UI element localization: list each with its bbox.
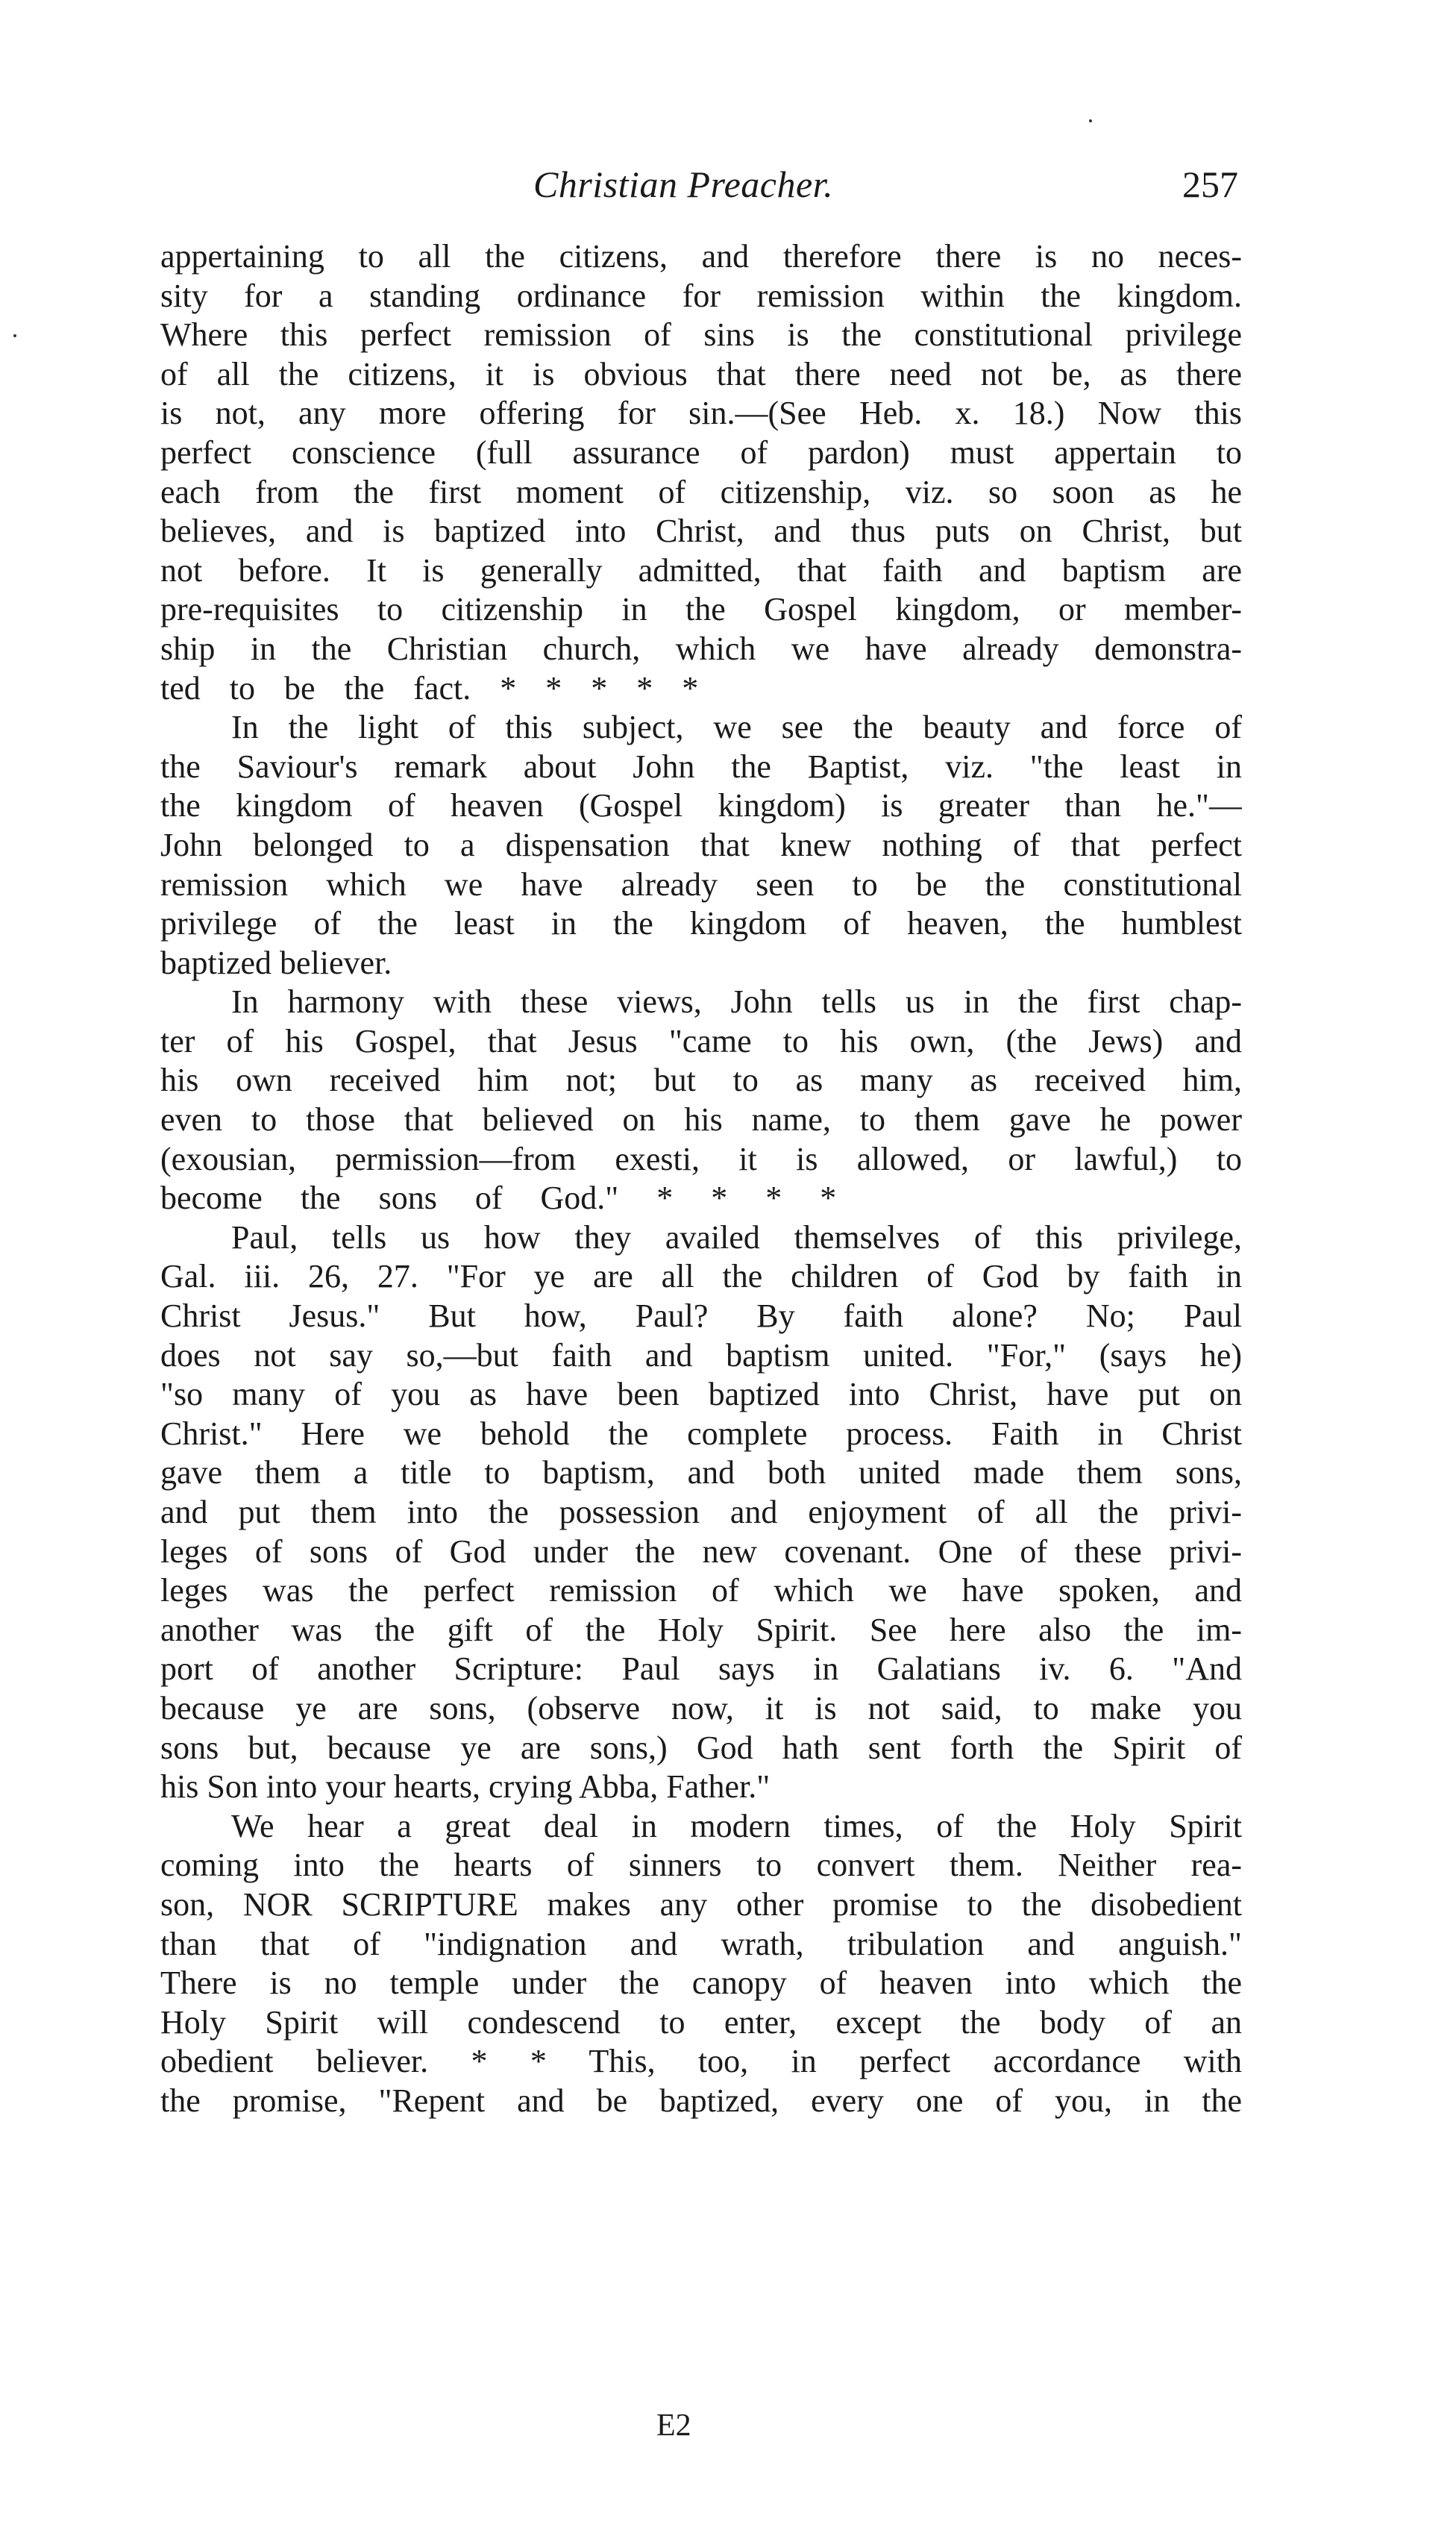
text-line: Where this perfect remission of sins is the constitutional privilege xyxy=(160,316,1242,354)
text-line: the Saviour's remark about John the Baptist, viz. "the least in xyxy=(160,748,1242,785)
text-line: does not say so,—but faith and baptism united. "For," (says he) xyxy=(160,1336,1242,1374)
text-line: leges of sons of God under the new covenant. One of these privi- xyxy=(160,1533,1242,1570)
text-line: the kingdom of heaven (Gospel kingdom) is greater than he."— xyxy=(160,787,1242,824)
scan-speck xyxy=(13,334,16,337)
text-line: his Son into your hearts, crying Abba, Father." xyxy=(160,1768,771,1806)
text-line: ter of his Gospel, that Jesus "came to his own, (the Jews) and xyxy=(160,1022,1242,1059)
text-line: and put them into the possession and enjoyment of all the privi- xyxy=(160,1494,1242,1530)
text-line: become the sons of God." * * * * xyxy=(160,1180,837,1217)
text-line: (exousian, permission—from exesti, it is allowed, or lawful,) to xyxy=(160,1140,1242,1177)
text-line: John belonged to a dispensation that knew nothing of that perfect xyxy=(160,826,1242,863)
text-line: his own received him not; but to as many as received him, xyxy=(160,1062,1242,1099)
paragraph-start-line: In the light of this subject, we see the beauty and force of xyxy=(231,709,1242,746)
text-line: pre-requisites to citizenship in the Gospel kingdom, or member- xyxy=(160,591,1242,628)
text-line: Christ Jesus." But how, Paul? By faith alone? No; Paul xyxy=(160,1297,1242,1335)
text-line: even to those that believed on his name, to them gave he power xyxy=(160,1101,1242,1139)
page-header xyxy=(160,163,1238,215)
text-line: Holy Spirit will condescend to enter, except the body of an xyxy=(160,2003,1242,2041)
running-head: Christian Preacher. xyxy=(533,163,834,205)
text-line: because ye are sons, (observe now, it is not said, to make you xyxy=(160,1689,1242,1727)
text-line: perfect conscience (full assurance of pardon) must appertain to xyxy=(160,433,1242,471)
text-line: privilege of the least in the kingdom of heaven, the humblest xyxy=(160,905,1242,942)
text-line: ted to be the fact. * * * * * xyxy=(160,669,699,707)
text-line: Christ." Here we behold the complete process. Faith in Christ xyxy=(160,1415,1242,1452)
paragraph-start-line: Paul, tells us how they availed themselves of this privilege, xyxy=(231,1218,1242,1256)
text-line: son, NOR SCRIPTURE makes any other promise to the disobedient xyxy=(160,1885,1242,1923)
text-line: baptized believer. xyxy=(160,944,392,981)
paragraph-start-line: We hear a great deal in modern times, of the Holy Spirit xyxy=(231,1807,1242,1844)
text-line: There is no temple under the canopy of heaven into which the xyxy=(160,1965,1242,2002)
text-line: port of another Scripture: Paul says in Galatians iv. 6. "And xyxy=(160,1650,1242,1688)
text-line: remission which we have already seen to be the constitutional xyxy=(160,865,1242,903)
signature-mark: E2 xyxy=(656,2408,691,2443)
text-line: coming into the hearts of sinners to convert them. Neither rea- xyxy=(160,1847,1242,1884)
text-line: gave them a title to baptism, and both united made them sons, xyxy=(160,1454,1242,1491)
text-line: ship in the Christian church, which we have already demonstra- xyxy=(160,630,1242,667)
text-line: "so many of you as have been baptized into Christ, have put on xyxy=(160,1376,1242,1413)
text-line: not before. It is generally admitted, that faith and baptism are xyxy=(160,551,1242,589)
text-line: obedient believer. * * This, too, in perfect accordance with xyxy=(160,2043,1242,2080)
text-line: the promise, "Repent and be baptized, every one of you, in the xyxy=(160,2082,1242,2119)
text-line: believes, and is baptized into Christ, and thus puts on Christ, but xyxy=(160,513,1242,550)
text-line: appertaining to all the citizens, and therefore there is no neces- xyxy=(160,238,1242,275)
text-line: is not, any more offering for sin.—(See Heb. x. 18.) Now this xyxy=(160,395,1242,432)
text-line: of all the citizens, it is obvious that there need not be, as there xyxy=(160,355,1242,392)
text-line: sity for a standing ordinance for remission within the kingdom. xyxy=(160,277,1242,314)
paragraph-start-line: In harmony with these views, John tells us in the first chap- xyxy=(231,983,1242,1021)
page-number: 257 xyxy=(1182,163,1238,205)
scan-speck xyxy=(1089,119,1092,122)
text-line: leges was the perfect remission of which we have spoken, and xyxy=(160,1572,1242,1609)
text-line: sons but, because ye are sons,) God hath sent forth the Spirit of xyxy=(160,1729,1242,1766)
text-line: than that of "indignation and wrath, tribulation and anguish." xyxy=(160,1925,1242,1962)
text-line: another was the gift of the Holy Spirit. See here also the im- xyxy=(160,1611,1242,1648)
body-text xyxy=(160,237,1242,2121)
text-line: each from the first moment of citizenship, viz. so soon as he xyxy=(160,473,1242,510)
text-line: Gal. iii. 26, 27. "For ye are all the children of God by faith in xyxy=(160,1258,1242,1295)
